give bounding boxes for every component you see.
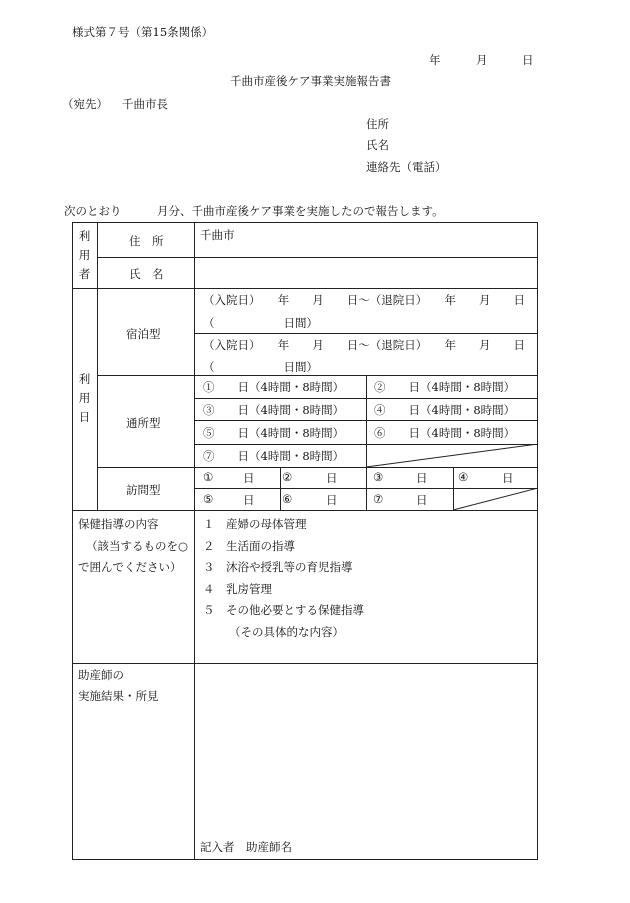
- visit-entry-4-num: ④: [458, 470, 469, 484]
- addressee-label: （宛先）: [62, 97, 108, 111]
- intro-suffix: 月分、千曲市産後ケア事業を実施したので報告します。: [157, 204, 444, 218]
- visit-entry-4-day: 日: [502, 471, 514, 485]
- guidance-item-5: ５ その他必要とする保健指導: [203, 603, 364, 617]
- empty-cell-slash: [366, 444, 538, 467]
- visit-entry-2-num: ②: [282, 470, 293, 484]
- day-entry-1: ① 日（4時間・8時間）: [203, 380, 345, 394]
- document-title: 千曲市産後ケア事業実施報告書: [230, 74, 391, 88]
- visit-entry-1-num: ①: [203, 470, 214, 484]
- visit-entry-5-num: ⑤: [203, 492, 214, 506]
- reporter-address-label: 住所: [366, 117, 389, 131]
- guidance-item-1: １ 産婦の母体管理: [203, 517, 307, 531]
- user-section-label: 利 用 者: [78, 229, 91, 281]
- guidance-item-4: ４ 乳房管理: [203, 582, 272, 596]
- day-entry-6: ⑥ 日（4時間・8時間）: [374, 426, 516, 440]
- user-address-label: 住 所: [129, 234, 164, 248]
- stay-row-2-line1: （入院日） 年 月 日～（退院日） 年 月 日: [203, 338, 525, 352]
- visit-entry-7-day: 日: [416, 493, 428, 507]
- visit-entry-3-num: ③: [373, 470, 384, 484]
- stay-type-label: 宿泊型: [126, 327, 161, 341]
- visit-entry-1-day: 日: [243, 471, 255, 485]
- visit-entry-6-num: ⑥: [282, 492, 293, 506]
- guidance-note-line2: で囲んでください）: [78, 560, 182, 574]
- user-name-label: 氏 名: [129, 267, 164, 281]
- midwife-label-line2: 実施結果・所見: [78, 689, 159, 703]
- date-day: 日: [522, 53, 534, 67]
- day-entry-3: ③ 日（4時間・8時間）: [203, 403, 345, 417]
- visit-entry-6-day: 日: [326, 493, 338, 507]
- guidance-detail: （その具体的な内容）: [229, 625, 344, 639]
- midwife-label-line1: 助産師の: [78, 668, 124, 682]
- midwife-signer: 記入者 助産師名: [200, 840, 292, 854]
- stay-row-2-line2: （ 日間）: [203, 360, 318, 374]
- reporter-contact-label: 連絡先（電話）: [366, 160, 447, 174]
- day-entry-7: ⑦ 日（4時間・8時間）: [203, 449, 345, 463]
- addressee: 千曲市長: [122, 97, 168, 111]
- visit-entry-3-day: 日: [416, 471, 428, 485]
- guidance-item-2: ２ 生活面の指導: [203, 539, 295, 553]
- stay-row-1-line2: （ 日間）: [203, 316, 318, 330]
- date-year: 年: [429, 53, 441, 67]
- form-number: 様式第７号（第15条関係）: [72, 25, 214, 39]
- report-table: [72, 222, 538, 860]
- day-entry-5: ⑤ 日（4時間・8時間）: [203, 426, 345, 440]
- usage-section-label: 利 用 日: [78, 372, 91, 424]
- user-address-value: 千曲市: [200, 228, 235, 242]
- intro-prefix: 次のとおり: [64, 204, 122, 218]
- guidance-label: 保健指導の内容: [78, 517, 159, 531]
- visit-entry-7-num: ⑦: [373, 492, 384, 506]
- day-entry-4: ④ 日（4時間・8時間）: [374, 403, 516, 417]
- day-entry-2: ② 日（4時間・8時間）: [374, 380, 516, 394]
- day-type-label: 通所型: [126, 416, 161, 430]
- empty-cell-slash: [453, 488, 538, 510]
- visit-type-label: 訪問型: [126, 483, 161, 497]
- date-month: 月: [476, 53, 488, 67]
- guidance-note-line1: （該当するものを○: [86, 539, 189, 553]
- stay-row-1-line1: （入院日） 年 月 日～（退院日） 年 月 日: [203, 293, 525, 307]
- guidance-item-3: ３ 沐浴や授乳等の育児指導: [203, 560, 353, 574]
- visit-entry-5-day: 日: [243, 493, 255, 507]
- visit-entry-2-day: 日: [326, 471, 338, 485]
- reporter-name-label: 氏名: [366, 138, 389, 152]
